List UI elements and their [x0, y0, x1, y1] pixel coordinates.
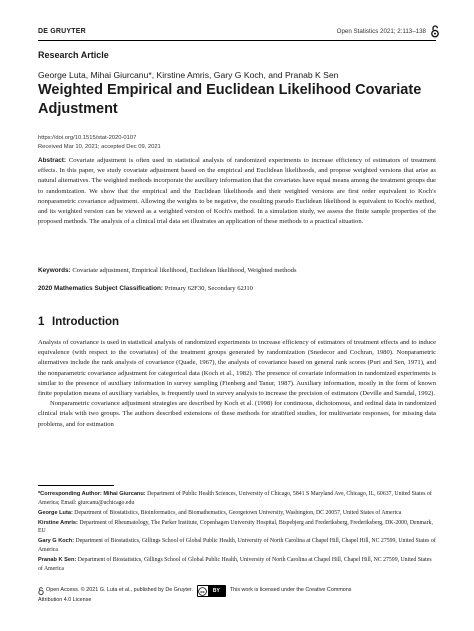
footnote-rule	[38, 485, 114, 486]
body-paragraph: Nonparametric covariance adjustment strategies are described by Koch et al. (1998) for continuous, dichotomous, and ordinal data in randomized clinical trials with two groups. The authors described extensions of these methods for stratified studies, for multivariate responses, for missing data problems, and for estimation	[38, 400, 436, 428]
abstract-text: Covariate adjustment is often used in statistical analysis of randomized experiments to increase efficiency of estimators of treatment effects. In this paper, we study covariate adjustment based on the empirical and Euclidean likelihoods, and propose weighted versions that arise as natural alternatives. The weighted methods incorporate the auxiliary information that the covariates have equal means among the treatment groups due to randomization. We show that the empirical and the Euclidean likelihoods and their weighted versions are first order equivalent to Koch's nonparametric covariance adjustment. Allowing the weights to be negative, the resulting pseudo Euclidean likelihood is equivalent to Koch's method, and its weighted version can be viewed as a weighted version of Koch's method. In a simulation study, we assess the finite sample properties of the proposed methods. The analysis of a clinical trial data set illustrates an application of these methods to a practical situation.	[38, 157, 437, 226]
footnote-text: Department of Biostatistics, Gillings School of Global Public Health, University of North Carolina at Chapel Hill, Chapel Hill, NC 27599, United States of America	[38, 557, 432, 572]
section-body	[38, 338, 436, 430]
license-row	[38, 585, 436, 597]
article-type: Research Article	[38, 50, 109, 60]
keywords-text: Covariate adjustment, Empirical likelihood, Euclidean likelihood, Weighted methods	[72, 267, 297, 274]
publisher-brand: DE GRUYTER	[38, 28, 86, 35]
cc-by-label: BY	[208, 586, 225, 596]
section-number: 1	[38, 316, 45, 328]
footnote-item	[38, 537, 436, 554]
cc-by-badge[interactable]	[197, 585, 226, 597]
section-title: Introduction	[52, 316, 120, 328]
keywords-label: Keywords:	[38, 267, 71, 274]
license-block	[38, 585, 436, 605]
abstract	[38, 156, 436, 227]
footnote-text: Department of Rheumatology, The Parker Institute, Copenhagen University Hospital, Bispebjerg and Frederiksberg, Frederiksberg, DK-2000, Denmark, EU	[38, 519, 433, 535]
open-lock-icon	[38, 587, 44, 595]
open-access-icon	[430, 25, 440, 38]
msc-text: Primary 62F30, Secondary 62J10	[164, 285, 253, 292]
footnote-text: Department of Biostatistics, Gillings School of Global Public Health, University of North Carolina at Chapel Hill, Chapel Hill, NC 27599, United States of America	[38, 538, 436, 554]
author-footnotes	[38, 490, 436, 575]
footnote-text: Department of Biostatistics, Bioinformatics, and Biomathematics, Georgetown University, Washington, DC 20057, United States of America	[74, 509, 402, 516]
footnote-label: Gary G Koch:	[38, 538, 75, 545]
article-meta	[38, 134, 161, 152]
license-text-line2: Attribution 4.0 License	[38, 597, 92, 603]
open-access-notice: Open Access. © 2021 G. Luta et al., published by De Gruyter.	[46, 587, 193, 594]
footnote-label: Kirstine Amris:	[38, 519, 78, 526]
journal-info: Open Statistics 2021; 2:113–138	[336, 28, 426, 35]
footnote-item	[38, 509, 436, 518]
license-text: This work is licensed under the Creative Commons	[229, 587, 352, 594]
msc-label: 2020 Mathematics Subject Classification:	[38, 285, 164, 292]
article-dates: Received Mar 10, 2021; accepted Dec 09, 2021	[38, 143, 161, 150]
body-paragraph: Analysis of covariance is used in statistical analysis of randomized experiments to increase efficiency of estimators of treatment effects and to induce equivalence (with respect to the covariates) of the treatment groups generated by randomization (Snedecor and Cochran, 1980). Nonparametric alternatives include the rank analysis of covariance (Quade, 1967), the analysis of covariance based on general rank scores (Puri and Sen, 1971), and the nonparametric covariance adjustment for categorical data (Koch et al., 1982). The presence of covariate information in randomized experiments is similar to the presence of auxiliary information in survey sampling (Fienberg and Tanur, 1987). Auxiliary information, mostly in the form of known finite population means of auxiliary variables, is frequently used in survey analysis to increase the precision of estimators (Deville and Sarndal, 1992).	[38, 339, 436, 398]
footnote-text: Department of Public Health Sciences, University of Chicago, 5841 S Maryland Ave, Chicago, IL, 60637, United States of America; Email: giurcanu@uchicago.edu	[38, 491, 432, 506]
svg-text:cc: cc	[200, 589, 206, 594]
creative-commons-icon	[198, 586, 208, 596]
footnote-item	[38, 556, 436, 573]
footnote-label: *Corresponding Author: Mihai Giurcanu:	[38, 491, 146, 497]
footnote-item	[38, 490, 436, 507]
footnote-label: Pranab K Sen:	[38, 557, 77, 564]
abstract-label: Abstract:	[38, 157, 67, 164]
author-list: George Luta, Mihai Giurcanu*, Kirstine Amris, Gary G Koch, and Pranab K Sen	[38, 70, 339, 80]
msc-classification	[38, 285, 436, 292]
footnote-label: George Luta:	[38, 509, 73, 516]
article-title: Weighted Empirical and Euclidean Likelihood Covariate Adjustment	[38, 82, 422, 117]
footnote-item	[38, 519, 436, 536]
keywords	[38, 267, 436, 274]
header-rule	[38, 40, 436, 41]
doi-link[interactable]: https://doi.org/10.1515/stat-2020-0107	[38, 135, 137, 141]
